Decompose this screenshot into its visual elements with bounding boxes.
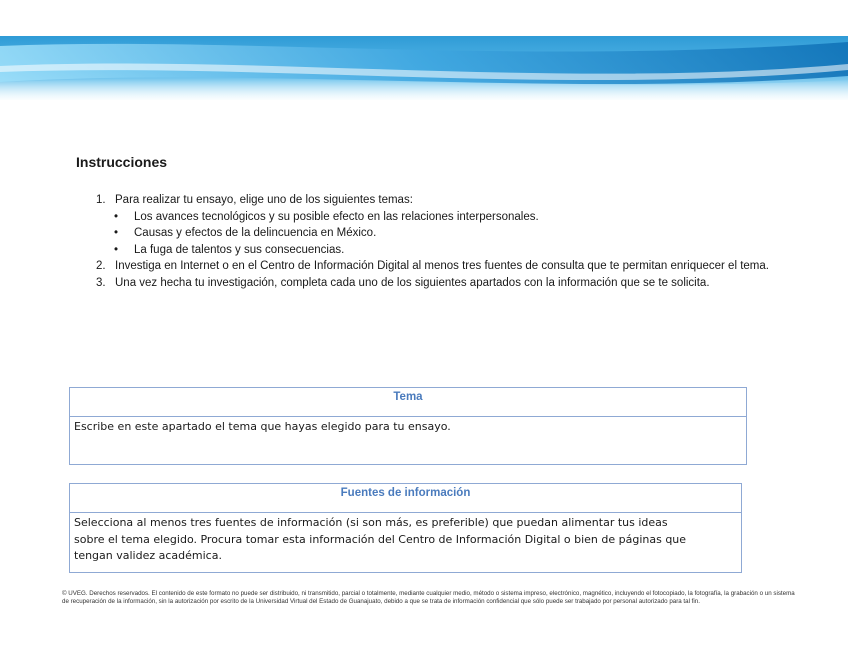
- instruction-step-2: [96, 258, 772, 275]
- fuentes-header: Fuentes de información: [70, 484, 741, 513]
- topic-item: • La fuga de talentos y sus consecuencias.: [96, 242, 772, 259]
- instruction-step-1: [96, 192, 772, 209]
- step-number: 1.: [96, 194, 106, 206]
- tema-box: [69, 387, 747, 465]
- fuentes-content[interactable]: Selecciona al menos tres fuentes de información (si son más, es preferible) que puedan alimentar tus ideas sobre el tema elegido. Procura tomar esta información del Centro de Información Digital o bien de páginas que tengan validez académica.: [74, 516, 687, 562]
- step-number: 3.: [96, 276, 106, 289]
- instructions-list: [96, 192, 772, 291]
- tema-content[interactable]: Escribe en este apartado el tema que hayas elegido para tu ensayo.: [74, 420, 451, 433]
- copyright-footer: © UVEG. Derechos reservados. El contenido de este formato no puede ser distribuido, ni transmitido, parcial o totalmente, mediante cualquier medio, método o sistema impreso, electrónico, magnético, incluyendo el fotocopiado, la fotografía, la grabación o un sistema de recuperación de la información, sin la autorización por escrito de la Universidad Virtual del Estado de Guanajuato, debido a que se trata de información confidencial que sólo puede ser trabajado por personal autorizado para tal fin.: [62, 590, 795, 605]
- step-text: Investiga en Internet o en el Centro de Información Digital al menos tres fuentes de consulta que te permitan enriquecer el tema.: [115, 260, 769, 272]
- topic-item: • Los avances tecnológicos y su posible efecto en las relaciones interpersonales.: [96, 209, 772, 226]
- instruction-step-3: [96, 275, 772, 292]
- tema-header: Tema: [70, 388, 746, 417]
- topics-list: [96, 209, 772, 259]
- topic-item: • Causas y efectos de la delincuencia en México.: [96, 225, 772, 242]
- step-number: 2.: [96, 260, 106, 272]
- header-banner: [0, 36, 848, 100]
- step-text: Una vez hecha tu investigación, completa cada uno de los siguientes apartados con la información que se te solicita.: [115, 276, 710, 289]
- instructions-title: Instrucciones: [76, 154, 168, 170]
- fuentes-box: [69, 483, 742, 573]
- step-text: Para realizar tu ensayo, elige uno de los siguientes temas:: [115, 194, 413, 206]
